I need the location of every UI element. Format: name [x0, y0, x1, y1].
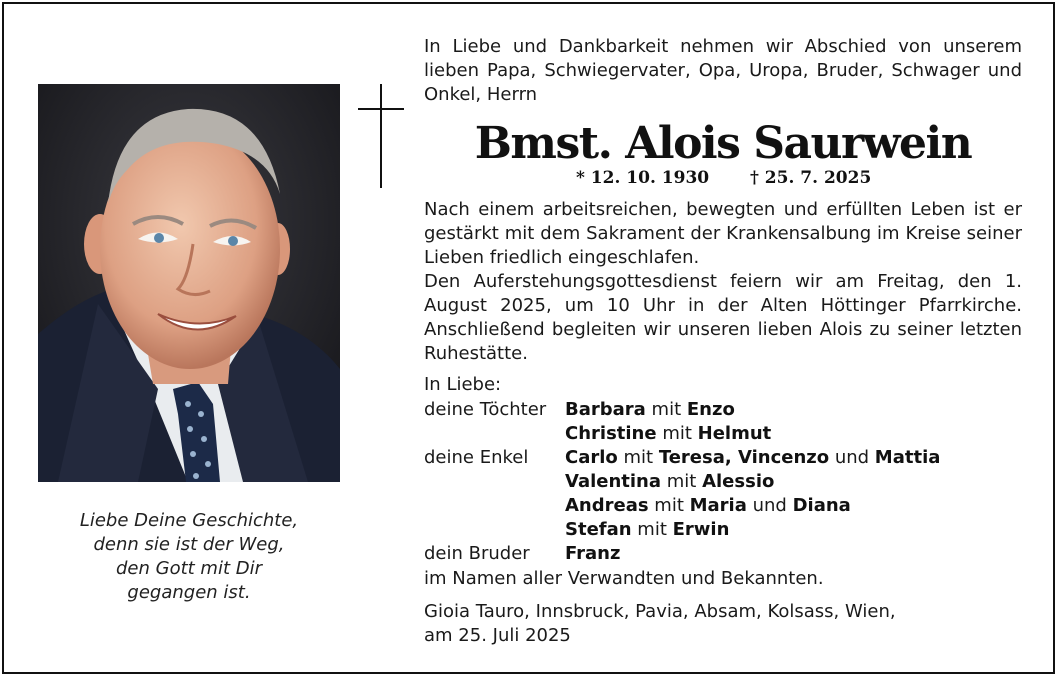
- connector: mit: [648, 495, 690, 516]
- connector: und: [829, 447, 875, 468]
- service-text: Den Auferstehungsgottesdienst feiern wir am Freitag, den 1. August 2025, um 10 Uhr in der Alten Höttinger Pfarrkirche. Anschließend begleiten wir unseren lieben Alois zu seiner letzten Ruhestätte.: [424, 271, 1022, 364]
- family-row: [424, 470, 1022, 494]
- family-list: [424, 398, 1022, 566]
- family-name: Erwin: [672, 519, 730, 540]
- family-name: Teresa, Vincenzo: [658, 447, 830, 468]
- quote-line: gegangen ist.: [127, 582, 251, 603]
- intro-text: In Liebe und Dankbarkeit nehmen wir Abschied von unserem lieben Papa, Schwiegervater, Opa, Uropa, Bruder, Schwager und Onkel, Herrn: [424, 36, 1022, 105]
- family-name: Barbara: [565, 399, 646, 420]
- places-and-date: [424, 600, 1022, 648]
- family-name: Stefan: [565, 519, 632, 540]
- family-name: Diana: [792, 495, 851, 516]
- birth-date: * 12. 10. 1930: [576, 168, 710, 188]
- family-name: Christine: [565, 423, 657, 444]
- family-row: [424, 422, 1022, 446]
- connector: mit: [656, 423, 698, 444]
- relation-label: dein Bruder: [424, 543, 530, 564]
- memorial-quote: [40, 509, 338, 605]
- family-name: Maria: [689, 495, 747, 516]
- family-row: [424, 542, 1022, 566]
- connector: und: [746, 495, 793, 516]
- family-name: Mattia: [874, 447, 941, 468]
- family-name: Carlo: [565, 447, 618, 468]
- closing-line: im Namen aller Verwandten und Bekannten.: [424, 568, 824, 589]
- cross-icon: [358, 84, 406, 188]
- portrait-illustration: [38, 84, 340, 482]
- places-line: Gioia Tauro, Innsbruck, Pavia, Absam, Kolsass, Wien,: [424, 601, 896, 622]
- in-liebe-heading: In Liebe:: [424, 374, 502, 395]
- connector: mit: [617, 447, 659, 468]
- relation-label: deine Enkel: [424, 447, 529, 468]
- family-name: Valentina: [565, 471, 662, 492]
- relation-label: deine Töchter: [424, 399, 547, 420]
- family-name: Alessio: [702, 471, 775, 492]
- family-name: Franz: [565, 543, 621, 564]
- portrait-photo: [38, 84, 340, 482]
- family-row: [424, 446, 1022, 470]
- family-row: [424, 494, 1022, 518]
- passing-text: Nach einem arbeitsreichen, bewegten und erfüllten Leben ist er gestärkt mit dem Sakrament der Krankensalbung im Kreise seiner Lieben friedlich eingeschlafen.: [424, 199, 1022, 268]
- quote-line: denn sie ist der Weg,: [93, 534, 285, 555]
- quote-line: den Gott mit Dir: [115, 558, 262, 579]
- date-line: am 25. Juli 2025: [424, 625, 571, 646]
- deceased-name: Bmst. Alois Saurwein: [474, 118, 972, 169]
- family-row: [424, 518, 1022, 542]
- family-name: Enzo: [686, 399, 735, 420]
- family-name: Helmut: [697, 423, 772, 444]
- family-row: [424, 398, 1022, 422]
- death-date: † 25. 7. 2025: [750, 168, 872, 188]
- connector: mit: [631, 519, 673, 540]
- family-name: Andreas: [565, 495, 649, 516]
- quote-line: Liebe Deine Geschichte,: [79, 510, 299, 531]
- connector: mit: [661, 471, 703, 492]
- connector: mit: [645, 399, 687, 420]
